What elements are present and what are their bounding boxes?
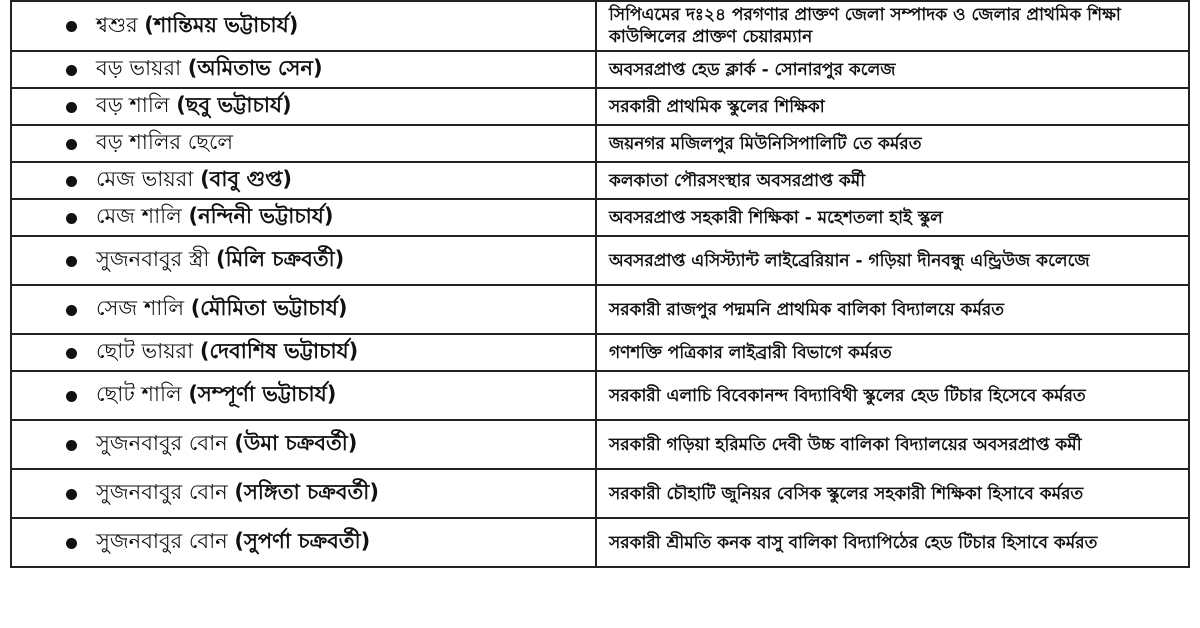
description-cell: সরকারী গড়িয়া হরিমতি দেবী উচ্চ বালিকা বিদ্যালয়ের অবসরপ্রাপ্ত কর্মী	[596, 420, 1189, 469]
table-row	[11, 162, 1189, 199]
relation-label	[72, 243, 344, 278]
table-row	[11, 518, 1189, 567]
relation-text: ছোট শালি	[96, 382, 189, 406]
description-cell: সরকারী রাজপুর পদ্মমনি প্রাথমিক বালিকা বিদ্যালয়ে কর্মরত	[596, 285, 1189, 334]
relation-cell	[11, 236, 596, 285]
bullet-icon	[66, 305, 77, 316]
relation-label	[72, 126, 233, 161]
table-row	[11, 51, 1189, 88]
bullet-icon	[66, 348, 77, 359]
relation-cell	[11, 162, 596, 199]
description-cell: সরকারী প্রাথমিক স্কুলের শিক্ষিকা	[596, 88, 1189, 125]
description-cell: সিপিএমের দঃ২৪ পরগণার প্রাক্তণ জেলা সম্পাদক ও জেলার প্রাথমিক শিক্ষা কাউন্সিলের প্রাক্তণ চেয়ারম্যান	[596, 1, 1189, 51]
table-row	[11, 285, 1189, 334]
description-cell: গণশক্তি পত্রিকার লাইব্রারী বিভাগে কর্মরত	[596, 334, 1189, 371]
relation-cell	[11, 469, 596, 518]
relation-text: বড় শালি	[96, 93, 177, 117]
description-cell: সরকারী শ্রীমতি কনক বাসু বালিকা বিদ্যাপিঠের হেড টিচার হিসাবে কর্মরত	[596, 518, 1189, 567]
relation-cell	[11, 420, 596, 469]
relation-label	[72, 476, 379, 511]
relation-cell	[11, 199, 596, 236]
relation-label	[72, 292, 347, 327]
relation-label	[72, 89, 292, 124]
relation-cell	[11, 518, 596, 567]
relation-label	[72, 378, 336, 413]
table-row	[11, 199, 1189, 236]
description-cell: অবসরপ্রাপ্ত হেড ক্লার্ক - সোনারপুর কলেজ	[596, 51, 1189, 88]
bullet-icon	[66, 102, 77, 113]
relation-text: শ্বশুর	[96, 12, 145, 37]
bullet-icon	[66, 21, 77, 32]
relation-text: সুজনবাবুর স্ত্রী	[96, 247, 217, 271]
description-cell: অবসরপ্রাপ্ত এসিস্ট্যান্ট লাইব্রেরিয়ান - গড়িয়া দীনবন্ধু এন্ড্রিউজ কলেজে	[596, 236, 1189, 285]
relation-label	[72, 200, 333, 235]
table-row	[11, 469, 1189, 518]
relation-cell	[11, 51, 596, 88]
description-cell: অবসরপ্রাপ্ত সহকারী শিক্ষিকা - মহেশতলা হাই স্কুল	[596, 199, 1189, 236]
description-cell: জয়নগর মজিলপুর মিউনিসিপালিটি তে কর্মরত	[596, 125, 1189, 162]
bullet-icon	[66, 65, 77, 76]
person-name: (সঙ্গিতা চক্রবর্তী)	[234, 480, 379, 504]
bullet-icon	[66, 440, 77, 451]
relation-cell	[11, 88, 596, 125]
table-row	[11, 371, 1189, 420]
relatives-table-body	[11, 1, 1189, 567]
relation-cell	[11, 334, 596, 371]
person-name: (সুপর্ণা চক্রবর্তী)	[234, 529, 371, 553]
table-row	[11, 334, 1189, 371]
relation-cell	[11, 1, 596, 51]
person-name: (অমিতাভ সেন)	[187, 56, 323, 80]
relation-text: সুজনবাবুর বোন	[96, 529, 235, 553]
description-cell: সরকারী চৌহাটি জুনিয়র বেসিক স্কুলের সহকারী শিক্ষিকা হিসাবে কর্মরত	[596, 469, 1189, 518]
description-cell: সরকারী এলাচি বিবেকানন্দ বিদ্যাবিথী স্কুলের হেড টিচার হিসেবে কর্মরত	[596, 371, 1189, 420]
bullet-icon	[66, 176, 77, 187]
relation-text: মেজ শালি	[96, 204, 189, 228]
bullet-icon	[66, 489, 77, 500]
person-name: (ছবু ভট্টাচার্য)	[176, 93, 292, 117]
relation-text: ছোট ভায়রা	[96, 339, 200, 363]
relatives-table	[10, 0, 1190, 568]
relation-label	[72, 52, 323, 87]
relation-text: বড় শালির ছেলে	[96, 130, 234, 154]
relation-text: মেজ ভায়রা	[96, 167, 201, 191]
table-row	[11, 125, 1189, 162]
person-name: (মৌমিতা ভট্টাচার্য)	[190, 296, 348, 320]
relation-text: সুজনবাবুর বোন	[96, 431, 235, 455]
bullet-icon	[66, 213, 77, 224]
person-name: (উমা চক্রবর্তী)	[234, 431, 358, 455]
table-row	[11, 420, 1189, 469]
relation-label	[72, 163, 292, 198]
bullet-icon	[66, 256, 77, 267]
person-name: (দেবাশিষ ভট্টাচার্য)	[199, 339, 359, 363]
person-name: (নন্দিনী ভট্টাচার্য)	[188, 204, 334, 228]
relation-label	[72, 9, 298, 44]
relation-cell	[11, 125, 596, 162]
relation-text: বড় ভায়রা	[96, 56, 188, 80]
relation-text: সুজনবাবুর বোন	[96, 480, 235, 504]
table-row	[11, 88, 1189, 125]
relation-cell	[11, 371, 596, 420]
person-name: (বাবু গুপ্ত)	[200, 167, 292, 191]
person-name: (সম্পূর্ণা ভট্টাচার্য)	[188, 382, 337, 406]
bullet-icon	[66, 139, 77, 150]
bullet-icon	[66, 391, 77, 402]
person-name: (মিলি চক্রবর্তী)	[216, 247, 345, 271]
table-row	[11, 1, 1189, 51]
person-name: (শান্তিময় ভট্টাচার্য)	[144, 12, 299, 37]
relation-cell	[11, 285, 596, 334]
relation-label	[72, 427, 357, 462]
relation-text: সেজ শালি	[96, 296, 191, 320]
description-cell: কলকাতা পৌরসংস্থার অবসরপ্রাপ্ত কর্মী	[596, 162, 1189, 199]
relation-label	[72, 525, 370, 560]
table-row	[11, 236, 1189, 285]
bullet-icon	[66, 538, 77, 549]
relation-label	[72, 335, 358, 370]
